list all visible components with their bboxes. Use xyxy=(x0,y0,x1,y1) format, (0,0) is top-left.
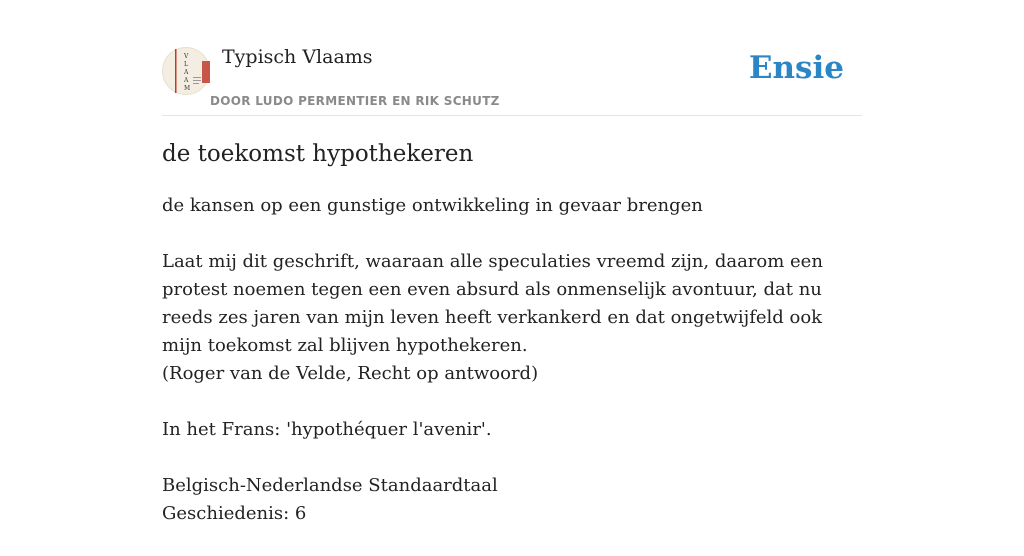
entry-quote-source: (Roger van de Velde, Recht op antwoord) xyxy=(162,363,539,384)
svg-text:L: L xyxy=(184,61,188,68)
entry-acceptability: Geschiedenis: 6 xyxy=(162,503,307,524)
entry-french-note: In het Frans: 'hypothéquer l'avenir'. xyxy=(162,419,492,440)
entry-quote-block xyxy=(162,248,862,388)
book-title[interactable]: Typisch Vlaams xyxy=(222,46,373,68)
entry-quote: Laat mij dit geschrift, waaraan alle speculaties vreemd zijn, daarom een protest noemen tegen een even absurd als onmenselijk avontuur, dat nu reeds zes jaren van mijn leven heeft verkankerd en dat ongetwijfeld ook mijn toekomst zal blijven hypothekeren. xyxy=(162,251,823,356)
header xyxy=(162,40,862,116)
entry-meta xyxy=(162,472,862,528)
svg-text:A: A xyxy=(184,77,189,84)
entry-register: Belgisch-Nederlandse Standaardtaal xyxy=(162,475,498,496)
svg-text:A: A xyxy=(184,69,189,76)
entry-term: de toekomst hypothekeren xyxy=(162,141,474,167)
svg-text:M: M xyxy=(184,85,191,92)
entry-body xyxy=(162,192,862,528)
book-cover-icon xyxy=(162,47,210,95)
book-cover-avatar[interactable] xyxy=(162,47,210,95)
svg-text:V: V xyxy=(184,53,189,60)
ensie-logo-link[interactable]: Ensie xyxy=(748,50,844,86)
book-authors: DOOR LUDO PERMENTIER EN RIK SCHUTZ xyxy=(210,94,500,108)
entry-definition: de kansen op een gunstige ontwikkeling in gevaar brengen xyxy=(162,195,703,216)
entry-content xyxy=(162,138,862,556)
